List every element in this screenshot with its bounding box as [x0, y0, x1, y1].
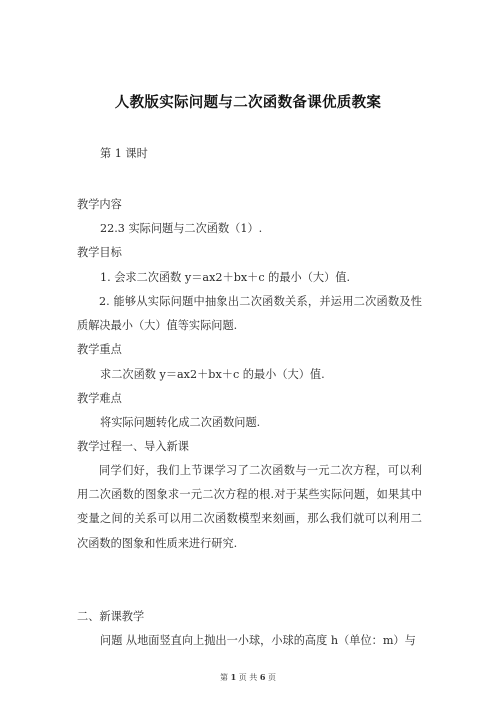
problem-text: 问题 从地面竖直向上抛出一小球，小球的高度 h（单位：m）与 [100, 634, 416, 647]
lesson-label: 第 1 课时 [100, 147, 148, 160]
difficulty-text: 将实际问题转化成二次函数问题. [100, 416, 261, 429]
goals-heading: 教学目标 [77, 246, 122, 259]
intro-paragraph: 同学们好，我们上节课学习了二次函数与一元二次方程，可以利用二次函数的图象求一元二次方程的根.对于某些实际问题，如果其中变量之间的关系可以用二次函数模型来刻画，那么我们就可以利用二次函数的图象和性质来进行研究. [77, 464, 422, 550]
content-heading: 教学内容 [77, 198, 122, 211]
difficulty-heading: 教学难点 [77, 392, 122, 405]
document-title: 人教版实际问题与二次函数备课优质教案 [114, 94, 382, 111]
key-text: 求二次函数 y＝ax2＋bx＋c 的最小（大）值. [100, 368, 325, 381]
footer-total-pages: 6 [259, 672, 266, 682]
content-text: 22.3 实际问题与二次函数（1）. [100, 222, 263, 235]
page-footer [0, 672, 496, 683]
process-heading: 教学过程一、导入新课 [77, 440, 189, 453]
footer-suffix: 页 [267, 673, 276, 682]
goal-1: 1. 会求二次函数 y＝ax2＋bx＋c 的最小（大）值. [100, 271, 351, 284]
goal-2: 2. 能够从实际问题中抽象出二次函数关系，并运用二次函数及性质解决最小（大）值等实际问题. [77, 295, 422, 333]
new-lesson-heading: 二、新课教学 [77, 610, 145, 623]
footer-prefix: 第 [220, 673, 229, 682]
footer-middle: 页 共 [238, 673, 258, 682]
footer-page-number: 1 [230, 672, 237, 682]
key-heading: 教学重点 [77, 343, 122, 356]
